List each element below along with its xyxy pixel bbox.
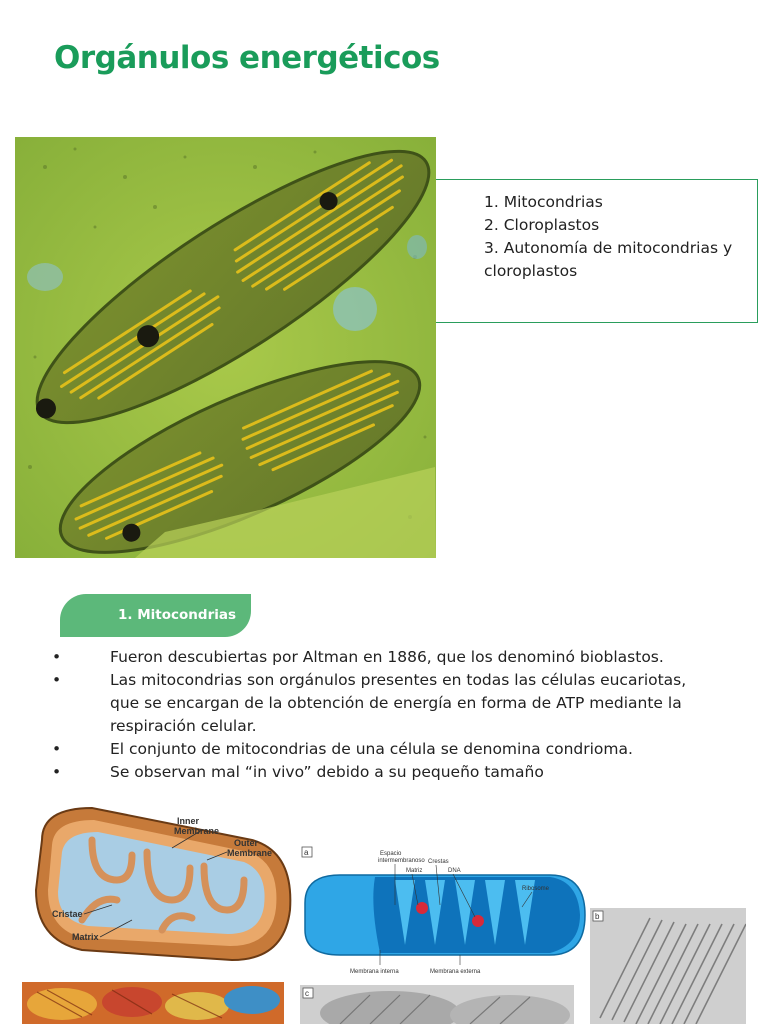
list-item (52, 669, 712, 738)
bullet-list (52, 646, 712, 784)
label-outer-membrane: Membrane (227, 848, 273, 858)
label-intermembranoso: intermembranoso (378, 858, 425, 864)
page-title: Orgánulos energéticos (54, 40, 440, 76)
label-ribosome: Ribosome (522, 886, 550, 892)
bullet-icon: • (52, 763, 62, 781)
panel-label-c: c (305, 989, 309, 998)
label-membrana-interna: Membrana interna (350, 969, 399, 975)
mitochondrion-diagram (300, 845, 590, 980)
label-espacio: Espacio (380, 851, 402, 857)
label-matrix: Matrix (72, 932, 99, 942)
bullet-icon: • (52, 740, 62, 758)
mitochondria-micrograph-b (590, 908, 746, 1024)
list-item (52, 646, 712, 669)
panel-label-a: a (304, 848, 309, 857)
label-inner-membrane: Membrane (174, 826, 220, 836)
mitochondrion-3d-illustration (22, 800, 298, 968)
list-item (52, 738, 712, 761)
bullet-text: El conjunto de mitocondrias de una célula se denomina condrioma. (110, 740, 633, 758)
label-inner: Inner (177, 816, 200, 826)
bullet-icon: • (52, 648, 62, 666)
label-dna: DNA (448, 868, 461, 874)
label-matriz: Matriz (406, 868, 423, 874)
bullet-text: Fueron descubiertas por Altman en 1886, que los denominó bioblastos. (110, 648, 664, 666)
section-heading-pill (60, 594, 251, 637)
label-cristae: Cristae (52, 909, 83, 919)
label-crestas: Crestas (428, 859, 449, 865)
list-item (52, 761, 712, 784)
mitochondria-micrograph-c (300, 985, 574, 1024)
toc-item-autonomia: 3. Autonomía de mitocondrias y cloroplastos (484, 239, 733, 280)
bullet-icon: • (52, 671, 62, 689)
mitochondria-colored-micrograph (22, 982, 284, 1024)
chloroplast-micrograph (15, 137, 436, 558)
toc-item-mitocondrias: 1. Mitocondrias (484, 193, 603, 211)
section-heading-label: 1. Mitocondrias (118, 607, 236, 623)
bullet-text: Se observan mal “in vivo” debido a su pequeño tamaño (110, 763, 544, 781)
panel-label-b: b (595, 912, 600, 921)
toc-list (484, 191, 754, 283)
bullet-text: Las mitocondrias son orgánulos presentes en todas las células eucariotas, que se encargan de la obtención de energía en forma de ATP mediante la respiración celular. (110, 671, 687, 735)
label-membrana-externa: Membrana externa (430, 969, 481, 975)
label-outer: Outer (234, 838, 259, 848)
toc-item-cloroplastos: 2. Cloroplastos (484, 216, 600, 234)
